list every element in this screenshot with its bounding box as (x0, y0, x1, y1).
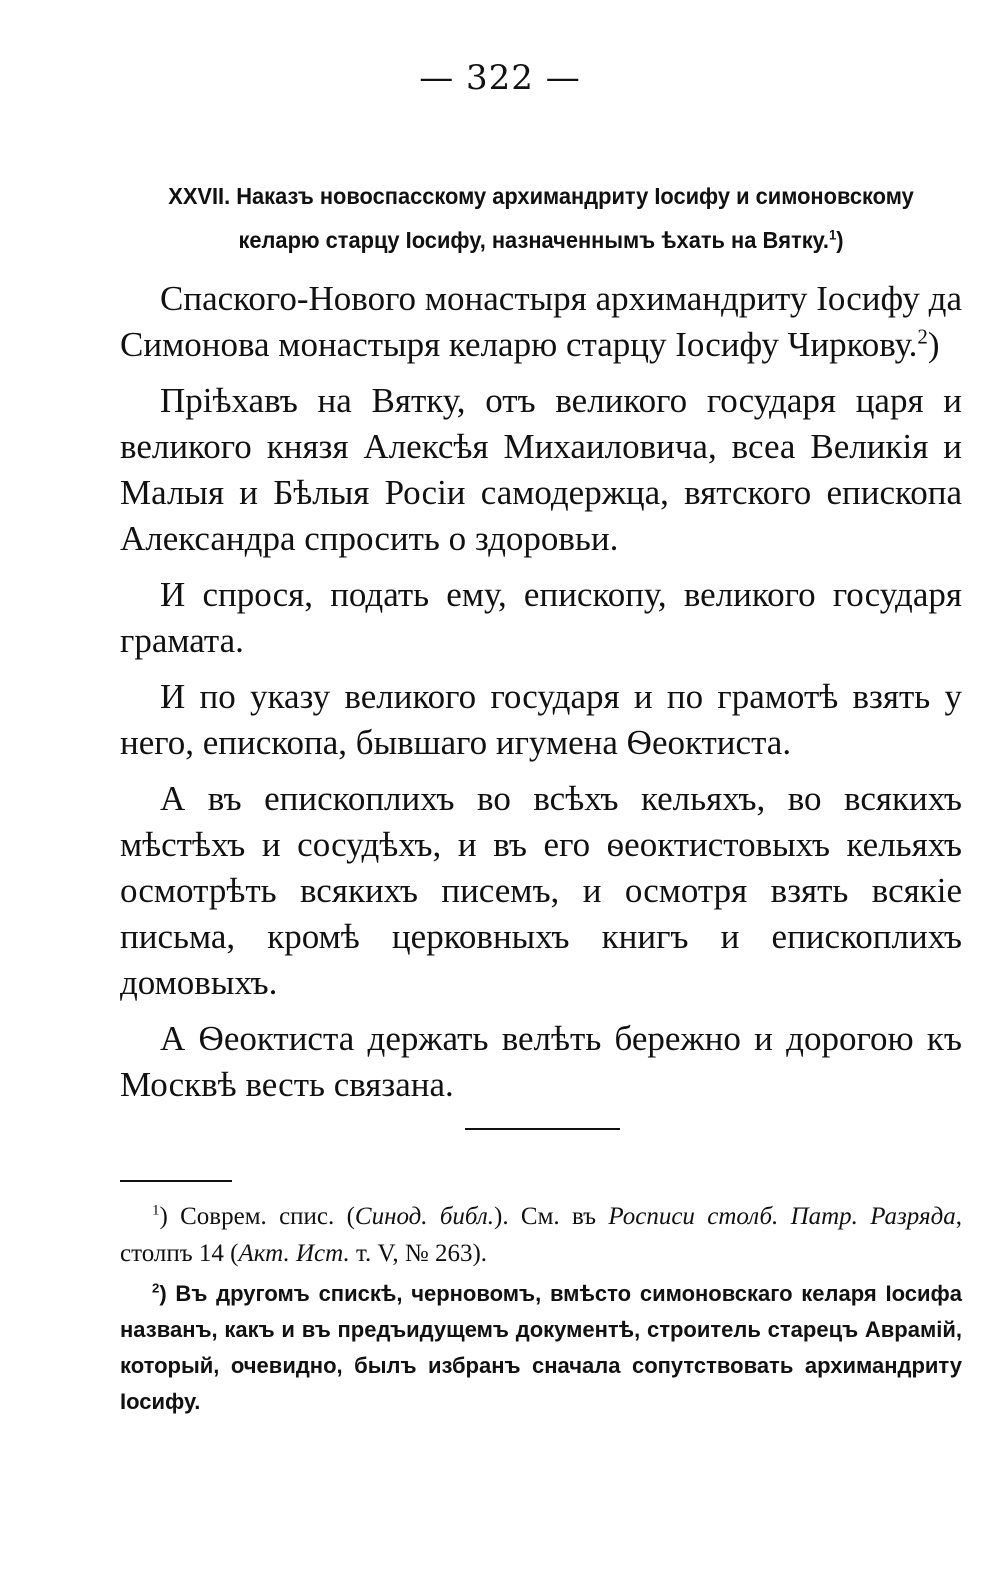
paragraph: Пріѣхавъ на Вятку, отъ великого государя царя и великого князя Алексѣя Михаиловича, всеа Великія и Малыя и Бѣлыя Росіи самодержца, вятского епископа Александра спросить о здоровьи. (120, 381, 962, 558)
section-divider (465, 1128, 620, 1130)
footnote-2 (120, 1276, 962, 1420)
footnote-text: т. V, № 263). (349, 1240, 488, 1267)
footnote-text: ) Въ другомъ спискѣ, черновомъ, вмѣсто симоновскаго келаря Іосифа названъ, какъ и въ предъидущемъ документѣ, строитель старецъ Аврамій, который, очевидно, былъ избранъ сначала сопутствовать архимандриту Іосифу. (120, 1281, 962, 1414)
paragraph-closing: ) (927, 325, 940, 364)
document-heading (141, 174, 941, 262)
footnote-source-italic: Синод. библ. (354, 1203, 495, 1230)
footnote-text: ) Соврем. спис. ( (159, 1203, 355, 1230)
footnote-text: ). См. въ (494, 1203, 609, 1230)
heading-footnote-ref[interactable]: 1 (828, 227, 837, 243)
paragraph: И спрося, подать ему, епископу, великого государя грамата. (120, 575, 962, 660)
paragraph: И по указу великого государя и по грамотѣ взять у него, епископа, бывшаго игумена Ѳеоктиста. (120, 677, 962, 762)
paragraph: А Ѳеоктиста держать велѣть бережно и дорогою къ Москвѣ весть связана. (120, 1019, 962, 1104)
heading-closing: ) (836, 227, 844, 253)
footnote-divider (120, 1180, 232, 1182)
footnote-mark: 2 (152, 1280, 160, 1296)
document-body (120, 276, 962, 1118)
paragraph (120, 276, 962, 368)
footnote-source-italic: Акт. Ист. (238, 1240, 350, 1267)
footnote-source-italic: Росписи столб. Патр. Разряда (608, 1203, 956, 1230)
paragraph-footnote-ref[interactable]: 2 (917, 324, 928, 349)
footnote-text: , столпъ 14 ( (120, 1203, 962, 1267)
footnotes (120, 1198, 962, 1424)
paragraph: А въ епископлихъ во всѣхъ кельяхъ, во всякихъ мѣстѣхъ и сосудѣхъ, и въ его ѳеоктистовыхъ кельяхъ осмотрѣть всякихъ писемъ, и осмотря взять всякіе письма, кромѣ церковныхъ книгъ и епископлихъ домовыхъ. (120, 779, 962, 1002)
paragraph-text: Спаского-Нового монастыря архимандриту Іосифу да Симонова монастыря келарю старцу Іосифу Чиркову. (120, 279, 962, 364)
footnote-mark: 1 (152, 1202, 160, 1219)
footnote-1 (120, 1198, 962, 1272)
page-number: — 322 — (419, 58, 581, 98)
heading-text: XXVII. Наказъ новоспасскому архимандриту Іосифу и симоновскому келарю старцу Іосифу, назначеннымъ ѣхать на Вятку. (168, 183, 914, 253)
